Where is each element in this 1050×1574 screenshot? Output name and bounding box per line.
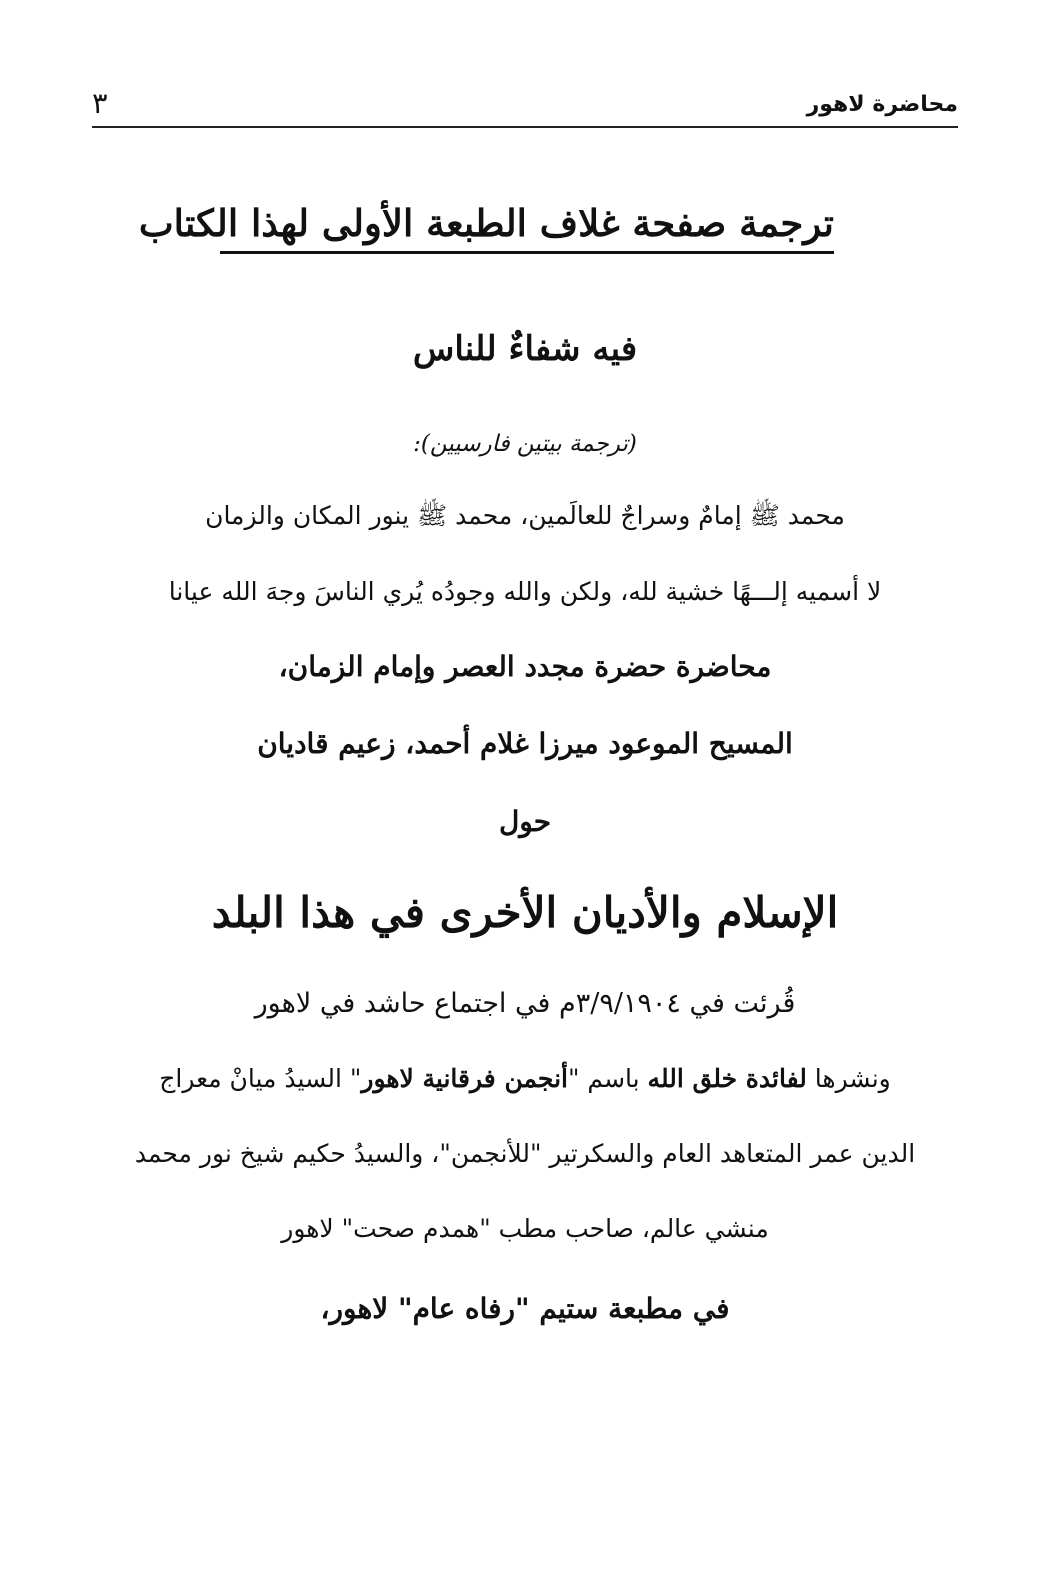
running-title: محاضرة لاهور (806, 92, 958, 117)
page-number: ٣ (92, 86, 108, 120)
lecture-reading-date: قُرئت في ٣/٩/١٩٠٤م في اجتماع حاشد في لاهور (254, 988, 796, 1019)
printing-press-line: في مطبعة ستيم "رفاه عام" لاهور، (320, 1292, 730, 1325)
publisher-line-middle: باسم " (567, 1064, 648, 1093)
running-header (92, 86, 958, 128)
lecture-main-title: الإسلام والأديان الأخرى في هذا البلد (211, 888, 839, 937)
lecture-author-line-2: المسيح الموعود ميرزا غلام أحمد، زعيم قاديان (257, 727, 793, 760)
publisher-purpose: لفائدة خلق الله (647, 1064, 807, 1093)
publisher-association: أنجمن فرقانية لاهور (361, 1064, 568, 1093)
lecture-topic-label: حول (498, 805, 552, 838)
poem-line-1: محمد ﷺ إمامٌ وسراجٌ للعالَمين، محمد ﷺ ينور المكان والزمان (205, 501, 845, 530)
publisher-line (100, 1055, 950, 1103)
secretary-line: الدين عمر المتعاهد العام والسكرتير "للأنجمن"، والسيدُ حكيم شيخ نور محمد (134, 1139, 916, 1168)
publisher-line-end: " السيدُ ميانْ معراج (159, 1064, 362, 1093)
publisher-line-start: ونشرها (806, 1064, 891, 1093)
munshi-line: منشي عالم، صاحب مطب "همدم صحت" لاهور (281, 1214, 769, 1243)
translation-note: (ترجمة بيتين فارسيين): (413, 431, 637, 457)
translation-cover-heading: ترجمة صفحة غلاف الطبعة الأولى لهذا الكتاب (220, 195, 834, 254)
lecture-author-line-1: محاضرة حضرة مجدد العصر وإمام الزمان، (278, 650, 772, 683)
cover-motto: فيه شفاءٌ للناس (412, 329, 638, 369)
poem-line-2: لا أسميه إلـــهًا خشية لله، ولكن والله وجودُه يُري الناسَ وجهَ الله عيانا (168, 577, 882, 606)
